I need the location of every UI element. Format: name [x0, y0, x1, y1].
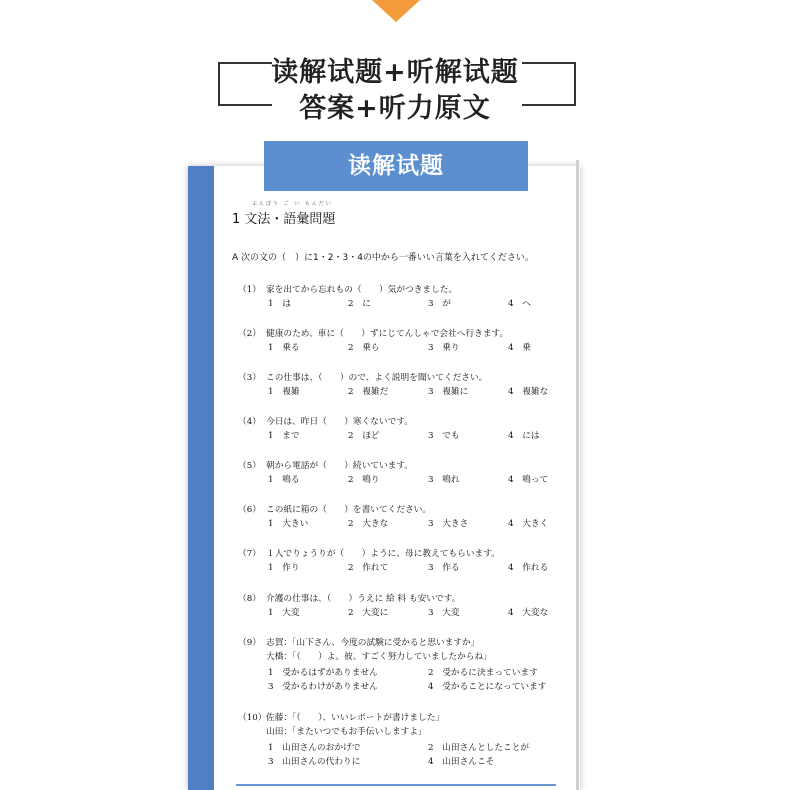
answer-option: 1 受かるはずがありません — [268, 668, 378, 678]
answer-option: 2 に — [348, 299, 371, 309]
answer-option: 4 には — [508, 431, 540, 441]
question-sentence: この仕事は、（ ）ので、よく説明を聞いてください。 — [266, 373, 488, 383]
answer-option: 4 作れる — [508, 563, 549, 573]
answer-option: 3 大きさ — [428, 519, 469, 529]
dialogue-line — [238, 650, 492, 662]
question-sentence: 今日は、昨日（ ）寒くないです。 — [266, 417, 413, 427]
dialogue-line — [238, 725, 427, 737]
question-text — [238, 327, 508, 339]
question-text — [238, 415, 413, 427]
question-text — [238, 283, 457, 295]
question-sentence: 健康のため、車に（ ）ずにじてんしゃで会社へ行きます。 — [266, 329, 509, 339]
dialogue-text: 山田：「またいつでもお手伝いしますよ」 — [266, 727, 427, 737]
answer-option: 3 複雑に — [428, 387, 469, 397]
question-sentence: 家を出てから忘れもの（ ）気がつきました。 — [266, 285, 458, 295]
answer-option: 4 鳴って — [508, 475, 549, 485]
answer-option: 3 乗り — [428, 343, 460, 353]
answer-option: 2 受かるに決まっています — [428, 668, 538, 678]
question-text — [238, 547, 500, 559]
question-sentence: この紙に箱の（ ）を書いてください。 — [266, 505, 432, 515]
question-number: （9） — [238, 638, 261, 648]
answer-option: 1 まで — [268, 431, 300, 441]
answer-option: 1 山田さんのおかげで — [268, 743, 361, 753]
answer-option: 3 が — [428, 299, 451, 309]
section-title: 1 文法・語彙問題 — [232, 212, 336, 227]
question-number: （4） — [238, 417, 261, 427]
answer-option: 4 受かることになっています — [428, 682, 547, 692]
answer-option: 1 作り — [268, 563, 300, 573]
answer-option: 4 大きく — [508, 519, 549, 529]
question-number: （1） — [238, 285, 261, 295]
dialogue-text: 志賀：「山下さん、今度の試験に受かると思いますか」 — [266, 638, 480, 648]
answer-option: 2 山田さんとしたことが — [428, 743, 530, 753]
answer-option: 4 大変な — [508, 608, 549, 618]
question-number: （8） — [238, 594, 261, 604]
dialogue-text: 佐藤：「（ ）、いいレポートが書けました」 — [266, 713, 445, 723]
answer-option: 2 ほど — [348, 431, 380, 441]
question-text — [238, 503, 431, 515]
page-left-stripe — [188, 166, 214, 790]
answer-option: 1 複雑 — [268, 387, 300, 397]
question-sentence: 朝から電話が（ ）続いています。 — [266, 461, 413, 471]
bottom-divider — [236, 784, 556, 786]
question-sentence: 介護の仕事は、（ ）うえに 給 料 も安いです。 — [266, 594, 461, 604]
answer-option: 3 受かるわけがありません — [268, 682, 378, 692]
question-number: （10） — [238, 713, 267, 723]
answer-option: 3 でも — [428, 431, 460, 441]
answer-option: 4 へ — [508, 299, 531, 309]
answer-option: 2 作れて — [348, 563, 389, 573]
answer-option: 4 複雑な — [508, 387, 549, 397]
answer-option: 3 大変 — [428, 608, 460, 618]
question-sentence: １人でりょうりが（ ）ように、母に教えてもらいます。 — [266, 549, 500, 559]
dialogue-line — [238, 711, 444, 723]
question-number: （3） — [238, 373, 261, 383]
answer-option: 1 大きい — [268, 519, 309, 529]
page-right-edge — [576, 160, 579, 790]
answer-option: 1 は — [268, 299, 291, 309]
header-title-line2: 答案+听力原文 — [299, 93, 491, 124]
answer-option: 1 鳴る — [268, 475, 300, 485]
answer-option: 3 山田さんの代わりに — [268, 757, 361, 767]
section-banner: 读解试题 — [264, 141, 528, 191]
answer-option: 1 乗る — [268, 343, 300, 353]
answer-option: 1 大変 — [268, 608, 300, 618]
answer-option: 2 鳴り — [348, 475, 380, 485]
question-text — [238, 459, 413, 471]
question-number: （6） — [238, 505, 261, 515]
question-number: （2） — [238, 329, 261, 339]
question-text — [238, 592, 460, 604]
answer-option: 2 大きな — [348, 519, 389, 529]
decorative-arrow — [372, 0, 420, 22]
answer-option: 2 複雑だ — [348, 387, 389, 397]
dialogue-text: 大橋：「（ ）よ。彼、すごく努力していましたからね」 — [266, 652, 492, 662]
answer-option: 4 山田さんこそ — [428, 757, 495, 767]
question-number: （5） — [238, 461, 261, 471]
question-number: （7） — [238, 549, 261, 559]
answer-option: 3 作る — [428, 563, 460, 573]
answer-option: 2 乗ら — [348, 343, 380, 353]
dialogue-line — [238, 636, 479, 648]
instruction-text: A 次の文の（ ）に1・2・3・4の中から一番いい言葉を入れてください。 — [232, 253, 534, 263]
answer-option: 4 乗 — [508, 343, 531, 353]
header-title-line1: 读解试题+听解试题 — [271, 57, 519, 88]
answer-option: 3 鳴れ — [428, 475, 460, 485]
question-text — [238, 371, 487, 383]
section-title-ruby: ぶんぽう ご い もんだい — [252, 201, 333, 207]
answer-option: 2 大変に — [348, 608, 389, 618]
